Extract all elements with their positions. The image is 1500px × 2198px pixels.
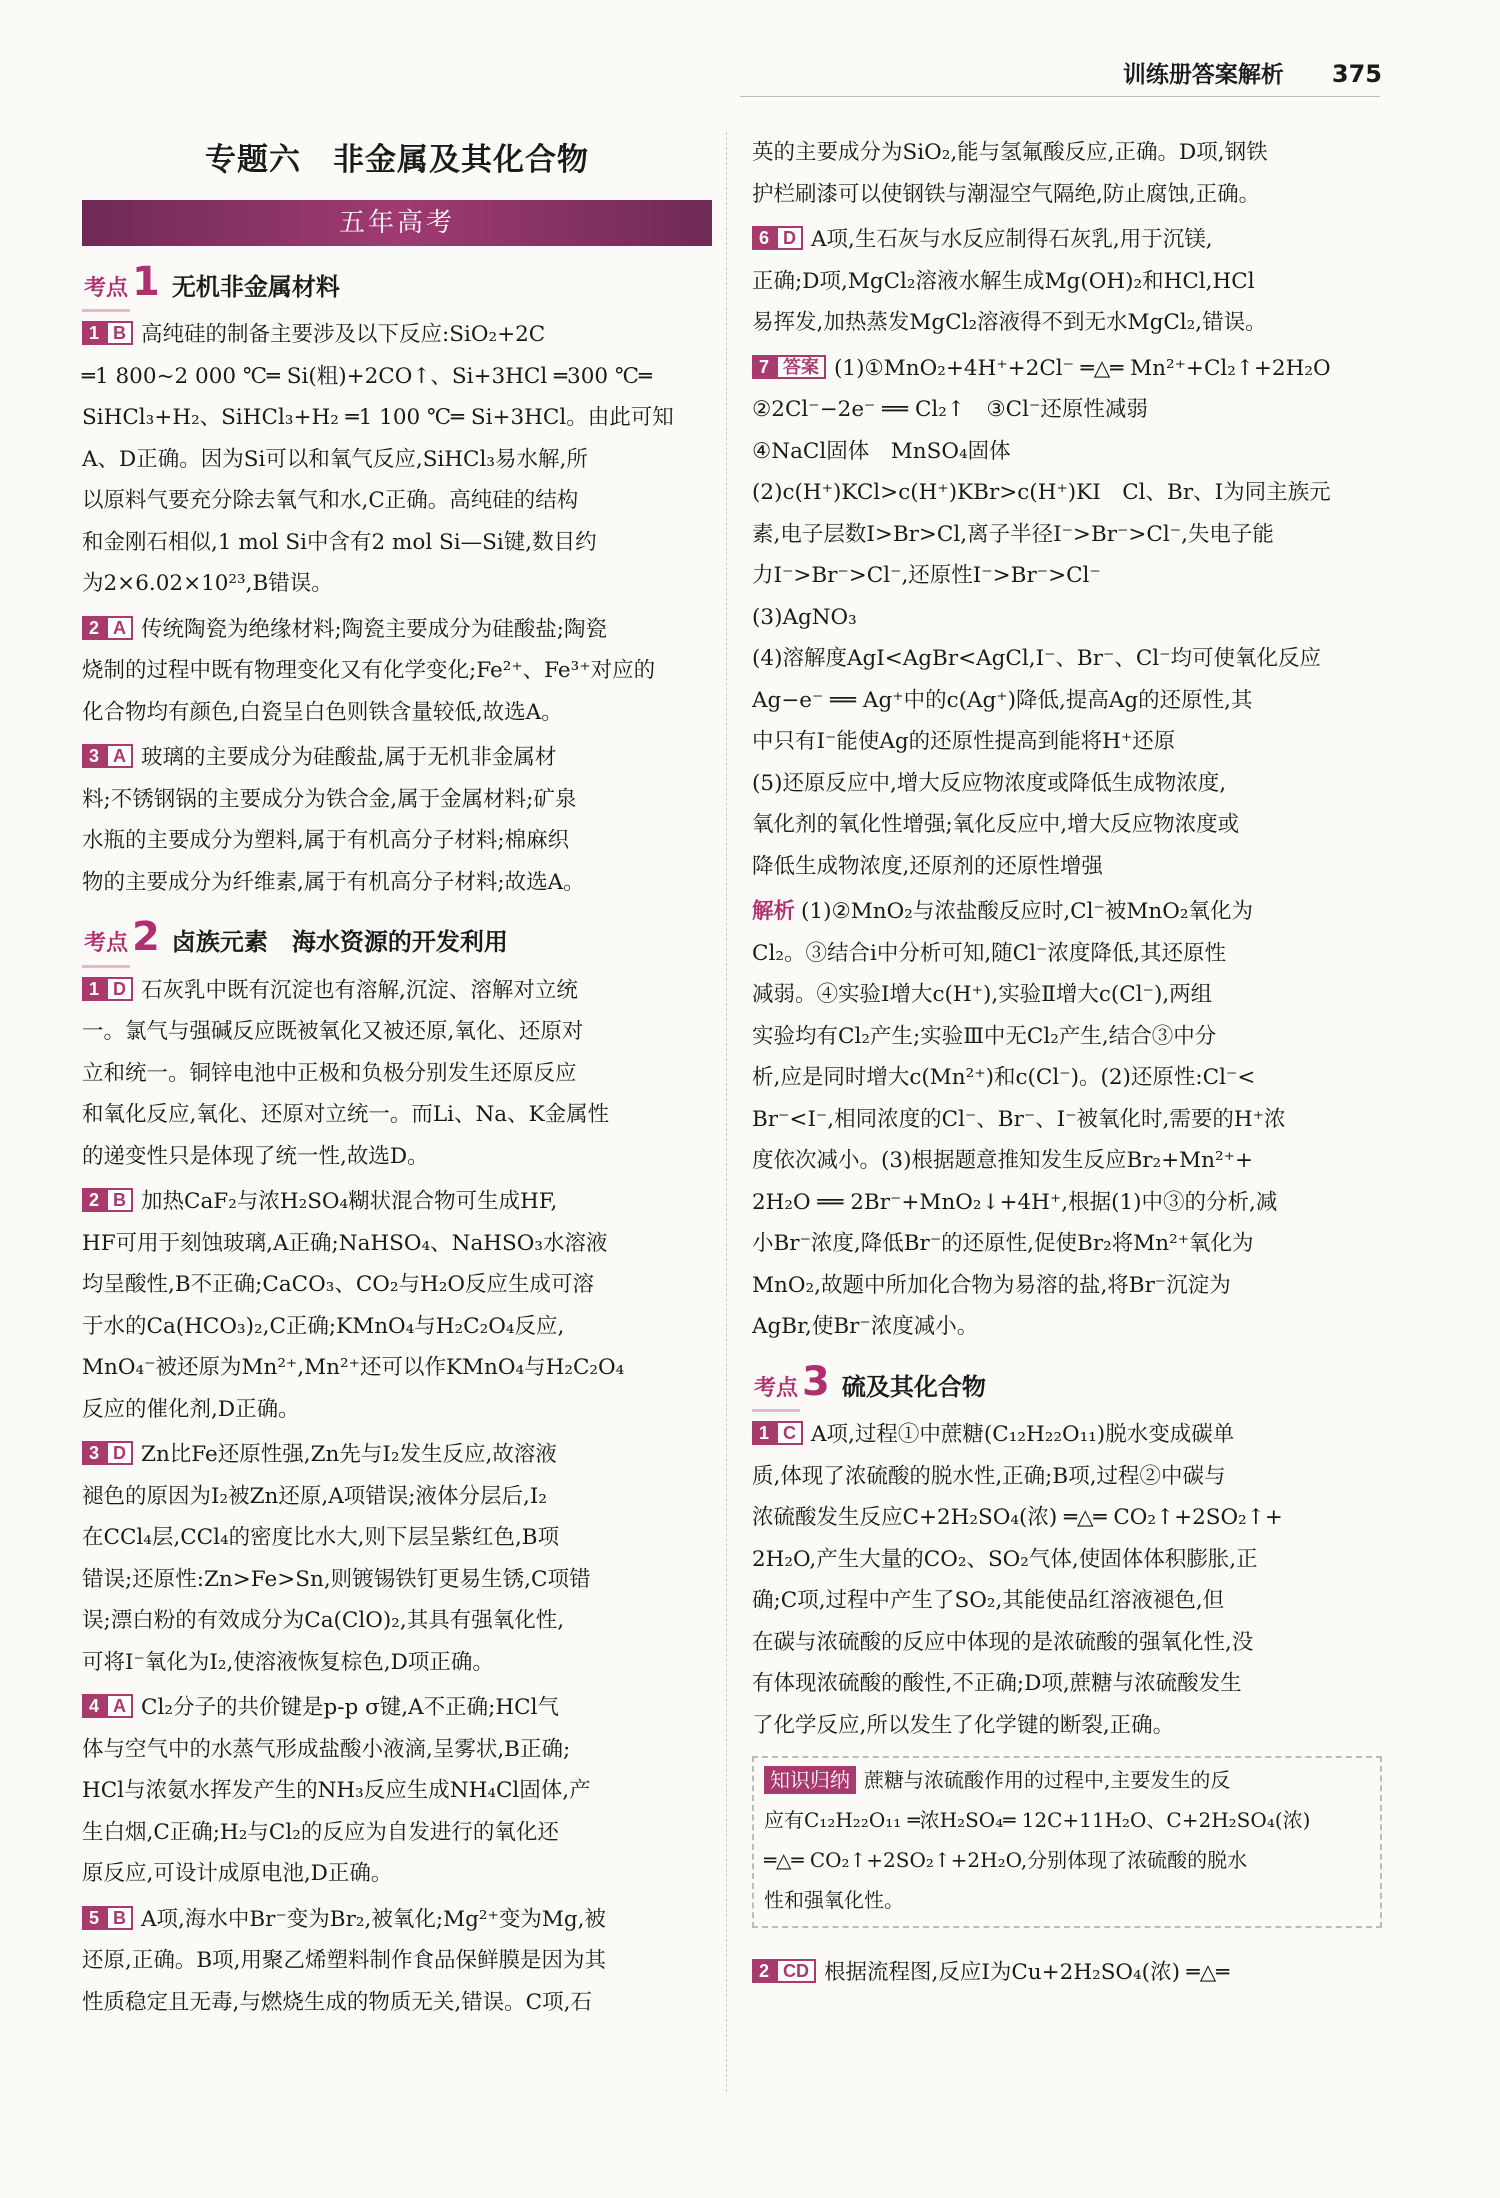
answer-badge xyxy=(82,1694,133,1718)
answer-item xyxy=(82,1899,712,2024)
kaodian-heading xyxy=(752,1358,1382,1413)
answer-item xyxy=(82,970,712,1178)
answer-item xyxy=(82,1434,712,1683)
answer-item xyxy=(82,1687,712,1895)
analysis-line: 析,应是同时增大c(Mn²⁺)和c(Cl⁻)。(2)还原性:Cl⁻< xyxy=(752,1065,1256,1090)
answer-line: 2 A 传统陶瓷为绝缘材料;陶瓷主要成分为硅酸盐;陶瓷 xyxy=(82,609,712,651)
answer-line: (5)还原反应中,增大反应物浓度或降低生成物浓度, xyxy=(752,770,1227,796)
answer-badge xyxy=(82,1441,133,1465)
answer-choice: CD xyxy=(776,1959,816,1983)
answer-choice: A xyxy=(106,1694,133,1718)
answer-line: 正确;D项,MgCl₂溶液水解生成Mg(OH)₂和HCl,HCl xyxy=(752,268,1255,294)
column-divider xyxy=(726,132,727,2092)
answer-line: 在碳与浓硫酸的反应中体现的是浓硫酸的强氧化性,没 xyxy=(752,1629,1254,1655)
answer-line: 中只有I⁻能使Ag的还原性提高到能将H⁺还原 xyxy=(752,729,1176,754)
answer-line: 和氧化反应,氧化、还原对立统一。而Li、Na、K金属性 xyxy=(82,1102,610,1127)
kaodian-number: 2 xyxy=(132,914,160,960)
answer-line: 有体现浓硫酸的酸性,不正确;D项,蔗糖与浓硫酸发生 xyxy=(752,1671,1242,1696)
answer-choice: D xyxy=(106,977,133,1001)
kaodian-heading xyxy=(82,258,712,313)
answer-item xyxy=(82,314,712,605)
running-title: 训练册答案解析 xyxy=(1122,62,1284,88)
answer-line: 易挥发,加热蒸发MgCl₂溶液得不到无水MgCl₂,错误。 xyxy=(752,310,1267,335)
answer-line: 褪色的原因为I₂被Zn还原,A项错误;液体分层后,I₂ xyxy=(82,1483,547,1509)
answer-line: ═1 800~2 000 ℃═ Si(粗)+2CO↑、Si+3HCl ═300 ℃═ xyxy=(82,363,652,389)
answer-item xyxy=(752,348,1382,888)
answer-badge xyxy=(82,1188,133,1212)
answer-badge xyxy=(752,1959,816,1983)
question-number: 2 xyxy=(82,616,106,640)
chapter-title: 专题六 非金属及其化合物 xyxy=(205,142,589,178)
question-number: 1 xyxy=(82,321,106,345)
answer-line: 1 D 石灰乳中既有沉淀也有溶解,沉淀、溶解对立统 xyxy=(82,970,712,1012)
header-rule xyxy=(740,96,1380,97)
analysis-label: 解析 xyxy=(752,899,796,924)
left-sections xyxy=(82,258,712,2024)
answer-line: 以原料气要充分除去氧气和水,C正确。高纯硅的结构 xyxy=(82,488,579,513)
answer-line: 3 A 玻璃的主要成分为硅酸盐,属于无机非金属材 xyxy=(82,737,712,779)
answer-line: 降低生成物浓度,还原剂的还原性增强 xyxy=(752,853,1103,879)
answer-line: 质,体现了浓硫酸的脱水性,正确;B项,过程②中碳与 xyxy=(752,1463,1226,1489)
answer-line: 物的主要成分为纤维素,属于有机高分子材料;故选A。 xyxy=(82,869,585,895)
analysis-line: 2H₂O ══ 2Br⁻+MnO₂↓+4H⁺,根据(1)中③的分析,减 xyxy=(752,1189,1278,1215)
answer-line: 素,电子层数I>Br>Cl,离子半径I⁻>Br⁻>Cl⁻,失电子能 xyxy=(752,521,1274,547)
kaodian-heading xyxy=(82,914,712,968)
answer-line: (4)溶解度AgI<AgBr<AgCl,I⁻、Br⁻、Cl⁻均可使氧化反应 xyxy=(752,646,1322,671)
answer-line: 均呈酸性,B不正确;CaCO₃、CO₂与H₂O反应生成可溶 xyxy=(82,1272,595,1297)
answer-line: 可将I⁻氧化为I₂,使溶液恢复棕色,D项正确。 xyxy=(82,1649,494,1675)
answer-line: 确;C项,过程中产生了SO₂,其能使品红溶液褪色,但 xyxy=(752,1588,1225,1613)
answer-line: 6 D A项,生石灰与水反应制得石灰乳,用于沉镁, xyxy=(752,219,1382,261)
answer-item xyxy=(752,219,1382,344)
answer-badge xyxy=(82,616,133,640)
knowledge-line: 应有C₁₂H₂₂O₁₁ ═浓H₂SO₄═ 12C+11H₂O、C+2H₂SO₄(浓) xyxy=(764,1808,1311,1832)
left-column xyxy=(82,132,712,2027)
answer-line: 的递变性只是体现了统一性,故选D。 xyxy=(82,1143,429,1169)
kaodian-tag: 考点 xyxy=(82,268,130,313)
answer-line: 反应的催化剂,D正确。 xyxy=(82,1396,300,1422)
analysis-line: MnO₂,故题中所加化合物为易溶的盐,将Br⁻沉淀为 xyxy=(752,1272,1231,1298)
knowledge-line: ═△═ CO₂↑+2SO₂↑+2H₂O,分别体现了浓硫酸的脱水 xyxy=(764,1848,1248,1872)
answer-line: 2 B 加热CaF₂与浓H₂SO₄糊状混合物可生成HF, xyxy=(82,1181,712,1223)
answer-badge xyxy=(752,1421,803,1445)
question-number: 2 xyxy=(82,1188,106,1212)
kaodian-title: 硫及其化合物 xyxy=(841,1372,986,1401)
answer-choice: B xyxy=(106,321,133,345)
answer-line: 4 A Cl₂分子的共价键是p-p σ键,A不正确;HCl气 xyxy=(82,1687,712,1729)
question-number: 4 xyxy=(82,1694,106,1718)
answer-badge xyxy=(82,321,133,345)
answer-line: 还原,正确。B项,用聚乙烯塑料制作食品保鲜膜是因为其 xyxy=(82,1948,606,1973)
knowledge-line: 知识归纳 蔗糖与浓硫酸作用的过程中,主要发生的反 xyxy=(764,1760,1370,1800)
analysis-line: 减弱。④实验Ⅰ增大c(H⁺),实验Ⅱ增大c(Cl⁻),两组 xyxy=(752,982,1213,1007)
answer-badge xyxy=(82,977,133,1001)
answer-line: HF可用于刻蚀玻璃,A正确;NaHSO₄、NaHSO₃水溶液 xyxy=(82,1230,608,1256)
question-number: 3 xyxy=(82,744,106,768)
answer-line: 氧化剂的氧化性增强;氧化反应中,增大反应物浓度或 xyxy=(752,812,1240,837)
question-number: 2 xyxy=(752,1959,776,1983)
answer-item xyxy=(752,1952,1382,1994)
answer-choice: B xyxy=(106,1906,133,1930)
analysis-line: Br⁻<I⁻,相同浓度的Cl⁻、Br⁻、I⁻被氧化时,需要的H⁺浓 xyxy=(752,1106,1286,1132)
answer-badge xyxy=(82,1906,133,1930)
answer-line: 护栏刷漆可以使钢铁与潮湿空气隔绝,防止腐蚀,正确。 xyxy=(752,181,1261,207)
analysis-line: 实验均有Cl₂产生;实验Ⅲ中无Cl₂产生,结合③中分 xyxy=(752,1023,1217,1049)
answer-line: SiHCl₃+H₂、SiHCl₃+H₂ ═1 100 ℃═ Si+3HCl。由此可知 xyxy=(82,405,674,430)
knowledge-line: 性和强氧化性。 xyxy=(764,1888,904,1912)
answer-badge xyxy=(752,226,803,250)
answer-line: ②2Cl⁻−2e⁻ ══ Cl₂↑ ③Cl⁻还原性减弱 xyxy=(752,397,1148,422)
kaodian-tag: 考点 xyxy=(82,923,130,968)
kaodian-number: 3 xyxy=(802,1358,830,1405)
answer-line: 立和统一。铜锌电池中正极和负极分别发生还原反应 xyxy=(82,1060,577,1086)
answer-item xyxy=(82,609,712,734)
answer-item xyxy=(82,1181,712,1430)
analysis-line: 解析 (1)②MnO₂与浓盐酸反应时,Cl⁻被MnO₂氧化为 xyxy=(752,899,1253,924)
question-number: 1 xyxy=(82,977,106,1001)
answer-line: (3)AgNO₃ xyxy=(752,604,857,630)
answer-line: 和金刚石相似,1 mol Si中含有2 mol Si—Si键,数目约 xyxy=(82,529,597,555)
answer-line: 1 B 高纯硅的制备主要涉及以下反应:SiO₂+2C xyxy=(82,314,712,356)
answer-line: 体与空气中的水蒸气形成盐酸小液滴,呈雾状,B正确; xyxy=(82,1736,571,1762)
running-head xyxy=(1123,56,1382,89)
answer-line: Ag−e⁻ ══ Ag⁺中的c(Ag⁺)降低,提高Ag的还原性,其 xyxy=(752,687,1253,713)
answer-line: (2)c(H⁺)KCl>c(H⁺)KBr>c(H⁺)KI Cl、Br、I为同主族元 xyxy=(752,480,1331,505)
answer-choice: A xyxy=(106,616,133,640)
answer-line: HCl与浓氨水挥发产生的NH₃反应生成NH₄Cl固体,产 xyxy=(82,1778,591,1803)
answer-line: 5 B A项,海水中Br⁻变为Br₂,被氧化;Mg²⁺变为Mg,被 xyxy=(82,1899,712,1941)
analysis-line: 度依次减小。(3)根据题意推知发生反应Br₂+Mn²⁺+ xyxy=(752,1148,1254,1173)
answer-line: 7 答案 (1)①MnO₂+4H⁺+2Cl⁻ ═△═ Mn²⁺+Cl₂↑+2H₂O xyxy=(752,348,1382,390)
answer-line: MnO₄⁻被还原为Mn²⁺,Mn²⁺还可以作KMnO₄与H₂C₂O₄ xyxy=(82,1355,625,1380)
answer-line: ④NaCl固体 MnSO₄固体 xyxy=(752,438,1011,464)
answer-line: 浓硫酸发生反应C+2H₂SO₄(浓) ═△═ CO₂↑+2SO₂↑+ xyxy=(752,1505,1283,1530)
answer-line: 误;漂白粉的有效成分为Ca(ClO)₂,其具有强氧化性, xyxy=(82,1608,565,1633)
continued-text xyxy=(752,132,1382,215)
answer-line: 生白烟,C正确;H₂与Cl₂的反应为自发进行的氧化还 xyxy=(82,1819,559,1845)
kaodian-tag: 考点 xyxy=(752,1368,800,1413)
analysis-line: 小Br⁻浓度,降低Br⁻的还原性,促使Br₂将Mn²⁺氧化为 xyxy=(752,1231,1254,1256)
analysis-line: Cl₂。③结合ⅰ中分析可知,随Cl⁻浓度降低,其还原性 xyxy=(752,940,1227,966)
kaodian-title: 无机非金属材料 xyxy=(171,272,340,301)
answer-line: 为2×6.02×10²³,B错误。 xyxy=(82,571,333,596)
section-banner: 五年高考 xyxy=(82,200,712,246)
question-number: 7 xyxy=(752,355,776,379)
answer-item xyxy=(82,737,712,903)
answer-choice: A xyxy=(106,744,133,768)
answer-line: 3 D Zn比Fe还原性强,Zn先与I₂发生反应,故溶液 xyxy=(82,1434,712,1476)
answer-line: 1 C A项,过程①中蔗糖(C₁₂H₂₂O₁₁)脱水变成碳单 xyxy=(752,1414,1382,1456)
knowledge-tag: 知识归纳 xyxy=(764,1766,856,1794)
answer-badge xyxy=(752,355,826,379)
question-number: 6 xyxy=(752,226,776,250)
knowledge-box xyxy=(752,1756,1382,1928)
answer-choice: B xyxy=(106,1188,133,1212)
answer-choice: C xyxy=(776,1421,803,1445)
analysis xyxy=(752,891,1382,1348)
answer-line: A、D正确。因为Si可以和氧气反应,SiHCl₃易水解,所 xyxy=(82,446,588,472)
kaodian-title: 卤族元素 海水资源的开发利用 xyxy=(171,928,508,956)
answer-line: 力I⁻>Br⁻>Cl⁻,还原性I⁻>Br⁻>Cl⁻ xyxy=(752,563,1101,588)
answer-choice: D xyxy=(106,1441,133,1465)
answer-badge xyxy=(82,744,133,768)
page-number: 375 xyxy=(1331,60,1382,88)
answer-line: 2 CD 根据流程图,反应Ⅰ为Cu+2H₂SO₄(浓) ═△═ xyxy=(752,1952,1382,1994)
answer-choice: 答案 xyxy=(776,355,826,379)
answer-line: 性质稳定且无毒,与燃烧生成的物质无关,错误。C项,石 xyxy=(82,1989,592,2015)
answer-line: 水瓶的主要成分为塑料,属于有机高分子材料;棉麻织 xyxy=(82,828,570,853)
analysis-line: AgBr,使Br⁻浓度减小。 xyxy=(752,1314,979,1339)
answer-line: 了化学反应,所以发生了化学键的断裂,正确。 xyxy=(752,1712,1175,1738)
answer-line: 错误;还原性:Zn>Fe>Sn,则镀锡铁钉更易生锈,C项错 xyxy=(82,1566,591,1592)
answer-item xyxy=(752,1414,1382,1746)
question-number: 5 xyxy=(82,1906,106,1930)
answer-line: 料;不锈钢锅的主要成分为铁合金,属于金属材料;矿泉 xyxy=(82,786,577,812)
answer-line: 于水的Ca(HCO₃)₂,C正确;KMnO₄与H₂C₂O₄反应, xyxy=(82,1313,565,1339)
question-number: 1 xyxy=(752,1421,776,1445)
answer-line: 烧制的过程中既有物理变化又有化学变化;Fe²⁺、Fe³⁺对应的 xyxy=(82,658,656,683)
answer-choice: D xyxy=(776,226,803,250)
answer-line: 原反应,可设计成原电池,D正确。 xyxy=(82,1861,393,1886)
answer-line: 化合物均有颜色,白瓷呈白色则铁含量较低,故选A。 xyxy=(82,699,563,725)
answer-line: 一。氯气与强碱反应既被氧化又被还原,氧化、还原对 xyxy=(82,1019,584,1044)
answer-line: 在CCl₄层,CCl₄的密度比水大,则下层呈紫红色,B项 xyxy=(82,1525,560,1550)
answer-line: 英的主要成分为SiO₂,能与氢氟酸反应,正确。D项,钢铁 xyxy=(752,140,1268,165)
question-number: 3 xyxy=(82,1441,106,1465)
kaodian-number: 1 xyxy=(132,258,160,305)
right-column xyxy=(752,132,1382,1998)
answer-line: 2H₂O,产生大量的CO₂、SO₂气体,使固体体积膨胀,正 xyxy=(752,1546,1258,1572)
